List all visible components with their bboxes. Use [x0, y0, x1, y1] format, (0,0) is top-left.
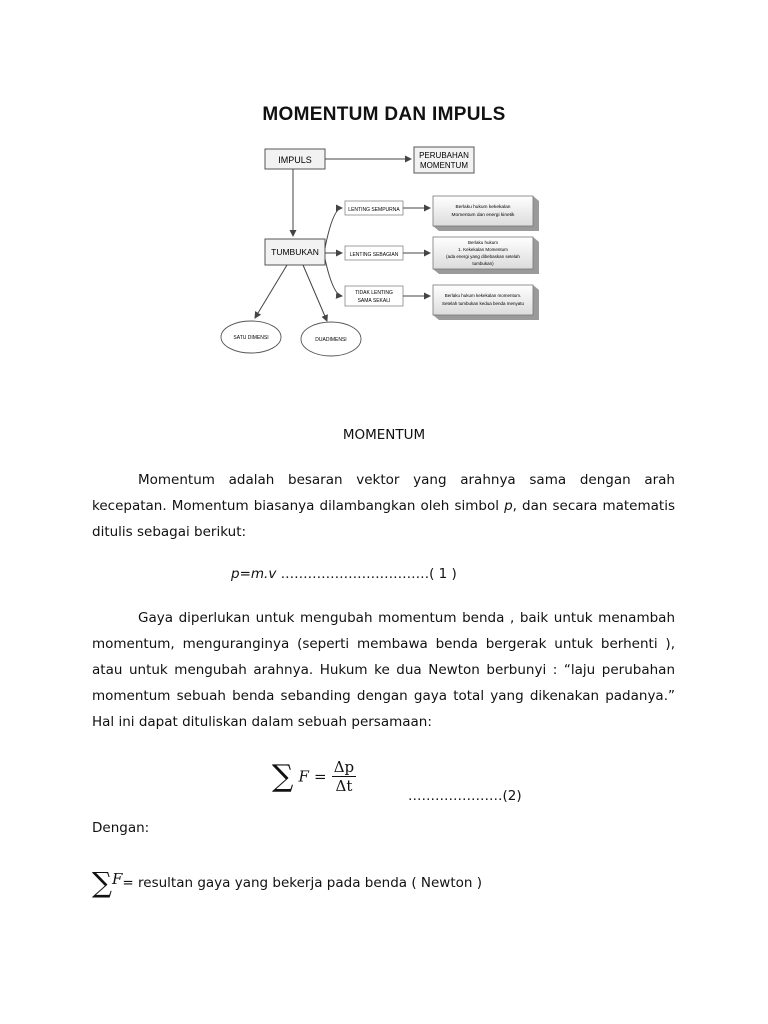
paragraph2-text: Gaya diperlukan untuk mengubah momentum benda , baik untuk menambah momentum, menguranginya (seperti membawa benda bergerak untuk berhenti ), atau untuk mengubah arahnya. Hukum ke dua Newton berbunyi : “laju perubahan momentum sebuah benda sebanding dengan gaya total yang dikenakan padanya.” Hal ini dapat dituliskan dalam sebuah persamaan: [92, 610, 675, 730]
perubahan-label-2: MOMENTUM [420, 161, 468, 170]
lenting-sebagian-box [345, 246, 403, 260]
fraction [332, 758, 356, 795]
definition-text: = resultan gaya yang bekerja pada benda ( Newton ) [122, 875, 483, 891]
page-title: MOMENTUM DAN IMPULS [262, 104, 506, 125]
svg-text:tumbukan): tumbukan) [472, 261, 494, 266]
svg-text:(ada energi yang dibebaskan se: (ada energi yang dibebaskan setelah [446, 254, 520, 259]
arrow-to-tidak-lenting [325, 259, 342, 296]
arrow-to-dua-dimensi [303, 265, 327, 321]
def-sigma-symbol: ∑ [92, 866, 112, 899]
equation-2 [272, 758, 356, 795]
svg-text:1. Kekekalan Momentum: 1. Kekekalan Momentum [458, 247, 508, 252]
result-box-3 [433, 285, 539, 320]
impuls-box [265, 149, 325, 169]
svg-text:Momentum dan energi kinetik: Momentum dan energi kinetik [451, 213, 515, 218]
tumbukan-label: TUMBUKAN [271, 247, 319, 257]
tidak-lenting-label-1: TIDAK LENTING [355, 290, 393, 296]
svg-text:Setelah tumbukan kedua benda m: Setelah tumbukan kedua benda menyatu [441, 301, 525, 306]
tidak-lenting-box [345, 286, 403, 306]
dua-dimensi-label: DUADIMENSI [315, 337, 347, 343]
lenting-sebagian-label: LENTING SEBAGIAN [349, 252, 399, 258]
paragraph-momentum-definition [92, 467, 675, 545]
paragraph1-after: , dan secara matematis ditulis sebagai berikut: [92, 498, 675, 540]
perubahan-label-1: PERUBAHAN [419, 151, 469, 160]
paragraph1-symbol: p [504, 498, 513, 514]
equation-1-number: ……………………………( 1 ) [276, 566, 457, 582]
lenting-sempurna-label: LENTING SEMPURNA [348, 207, 400, 213]
result-box-1 [433, 196, 539, 231]
paragraph-newton-law [92, 605, 675, 735]
lenting-sempurna-box [345, 201, 403, 215]
equation-2-number: …………………(2) [408, 788, 522, 804]
sum-force-symbol [92, 866, 123, 899]
paragraph1-before: Momentum adalah besaran vektor yang arahnya sama dengan arah kecepatan. Momentum biasanya dilambangkan oleh simbol [92, 472, 675, 514]
fraction-denominator: Δt [335, 777, 353, 795]
equation-1 [231, 566, 457, 582]
equals-sign: = [314, 767, 327, 786]
dengan-label: Dengan: [92, 820, 150, 836]
arrow-to-satu-dimensi [255, 265, 287, 318]
satu-dimensi-label: SATU DIMENSI [233, 335, 269, 341]
def-force-symbol: F [112, 870, 123, 888]
svg-text:Berlaku hukum kekekalan: Berlaku hukum kekekalan [455, 205, 511, 210]
equation-1-formula: p=m.v [231, 566, 277, 582]
section-heading: MOMENTUM [342, 427, 426, 443]
satu-dimensi-ellipse [221, 321, 281, 353]
dua-dimensi-ellipse [301, 322, 361, 356]
sigma-symbol: ∑ [272, 759, 294, 794]
tumbukan-box [265, 239, 325, 265]
perubahan-momentum-box [414, 147, 474, 173]
force-symbol: F [298, 767, 309, 786]
concept-diagram [215, 138, 545, 363]
svg-text:Berlaku hukum kekekalan moment: Berlaku hukum kekekalan momentum. [444, 293, 522, 298]
arrow-to-lenting-sempurna [325, 208, 342, 248]
svg-text:Berlaku hukum: Berlaku hukum [467, 240, 499, 245]
impuls-label: IMPULS [278, 155, 312, 165]
fraction-numerator: Δp [333, 758, 355, 776]
definition-sum-force [92, 866, 482, 899]
tidak-lenting-label-2: SAMA SEKALI [357, 298, 391, 304]
result-box-2 [433, 237, 539, 274]
